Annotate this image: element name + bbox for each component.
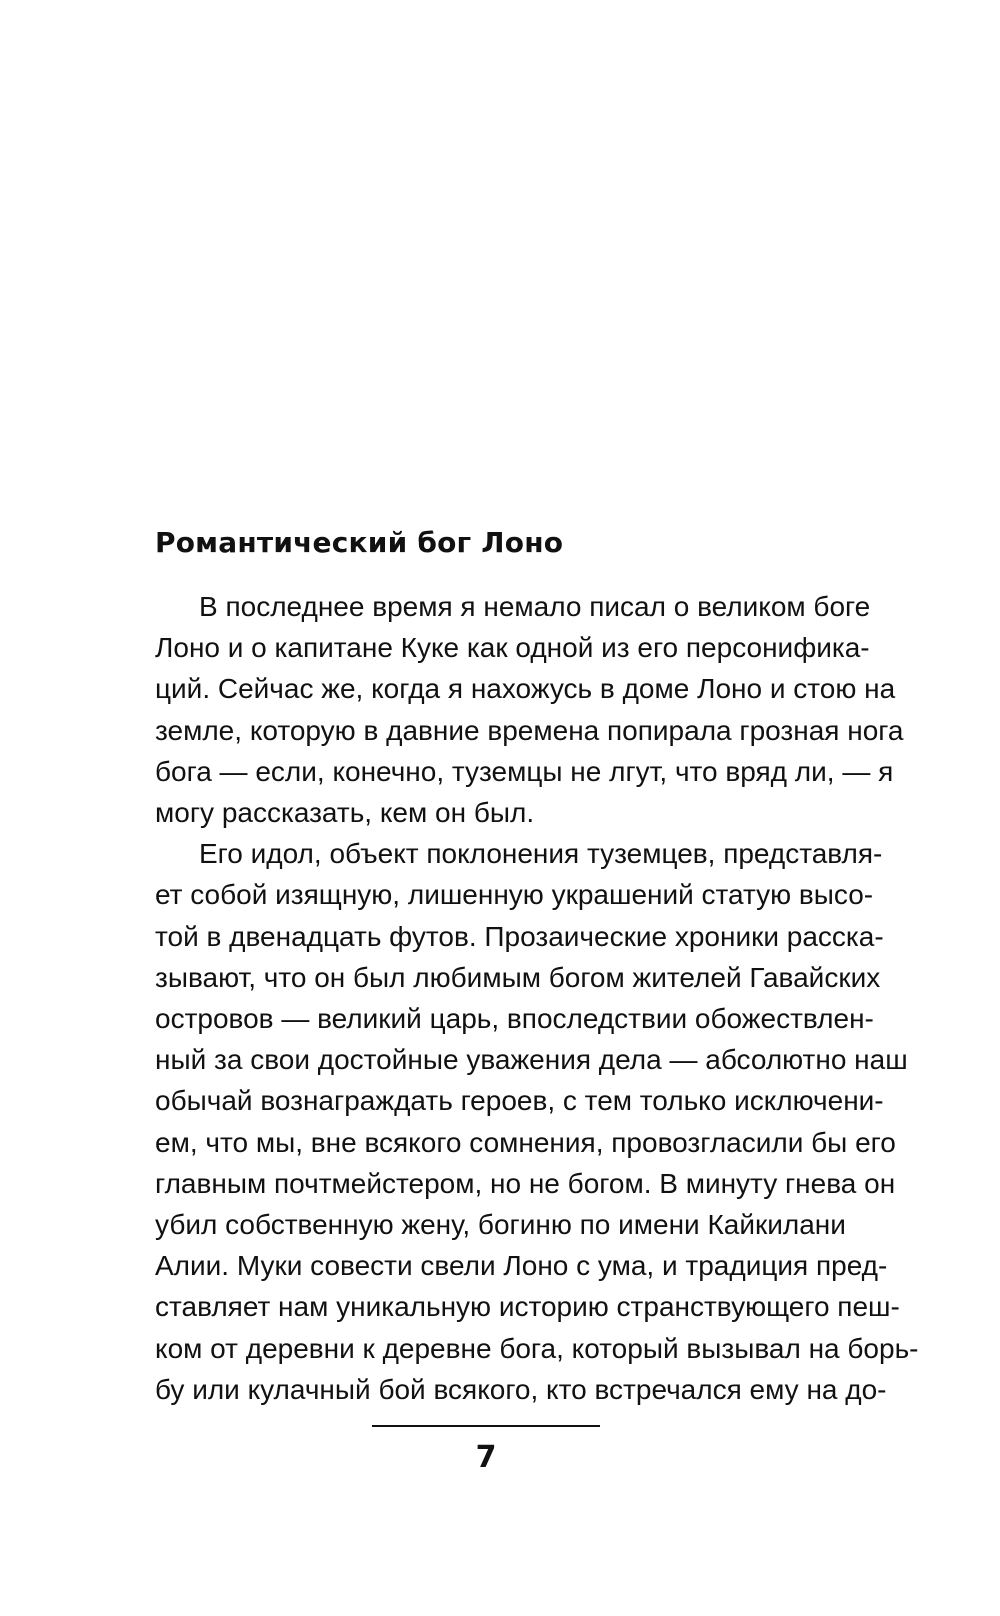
body-text [155, 586, 919, 1410]
text-line: ком от деревни к деревне бога, который вызывал на борь- [155, 1332, 919, 1364]
page-number: 7 [475, 1440, 497, 1475]
text-line: зывают, что он был любимым богом жителей Гавайских [155, 961, 881, 993]
footer-divider [372, 1425, 600, 1427]
text-line: ем, что мы, вне всякого сомнения, провозгласили бы его [155, 1126, 896, 1158]
text-line: убил собственную жену, богиню по имени Кайкилани [155, 1209, 846, 1241]
text-line: ций. Сейчас же, когда я нахожусь в доме Лоно и стою на [155, 673, 896, 705]
text-line: Его идол, объект поклонения туземцев, представля- [199, 838, 883, 870]
text-line: Лоно и о капитане Куке как одной из его персонифика- [155, 632, 870, 664]
text-line: обычай вознаграждать героев, с тем только исключени- [155, 1085, 884, 1117]
text-line: бога — если, конечно, туземцы не лгут, что вряд ли, — я [155, 755, 894, 787]
chapter-heading: Романтический бог Лоно [155, 526, 564, 559]
text-line: ный за свои достойные уважения дела — абсолютно наш [155, 1044, 908, 1076]
text-line: Алии. Муки совести свели Лоно с ума, и традиция пред- [155, 1250, 888, 1282]
text-line: могу рассказать, кем он был. [155, 797, 535, 829]
text-line: той в двенадцать футов. Прозаические хроники расска- [155, 920, 884, 952]
text-line: земле, которую в давние времена попирала грозная нога [155, 714, 904, 746]
text-line: В последнее время я немало писал о великом боге [199, 591, 871, 622]
text-line: главным почтмейстером, но не богом. В минуту гнева он [155, 1167, 896, 1199]
text-line: ставляет нам уникальную историю странствующего пеш- [155, 1291, 900, 1323]
text-line: бу или кулачный бой всякого, кто встречался ему на до- [155, 1373, 887, 1405]
text-line: ет собой изящную, лишенную украшений статую высо- [155, 879, 874, 911]
text-line: островов — великий царь, впоследствии обожествлен- [155, 1003, 874, 1035]
